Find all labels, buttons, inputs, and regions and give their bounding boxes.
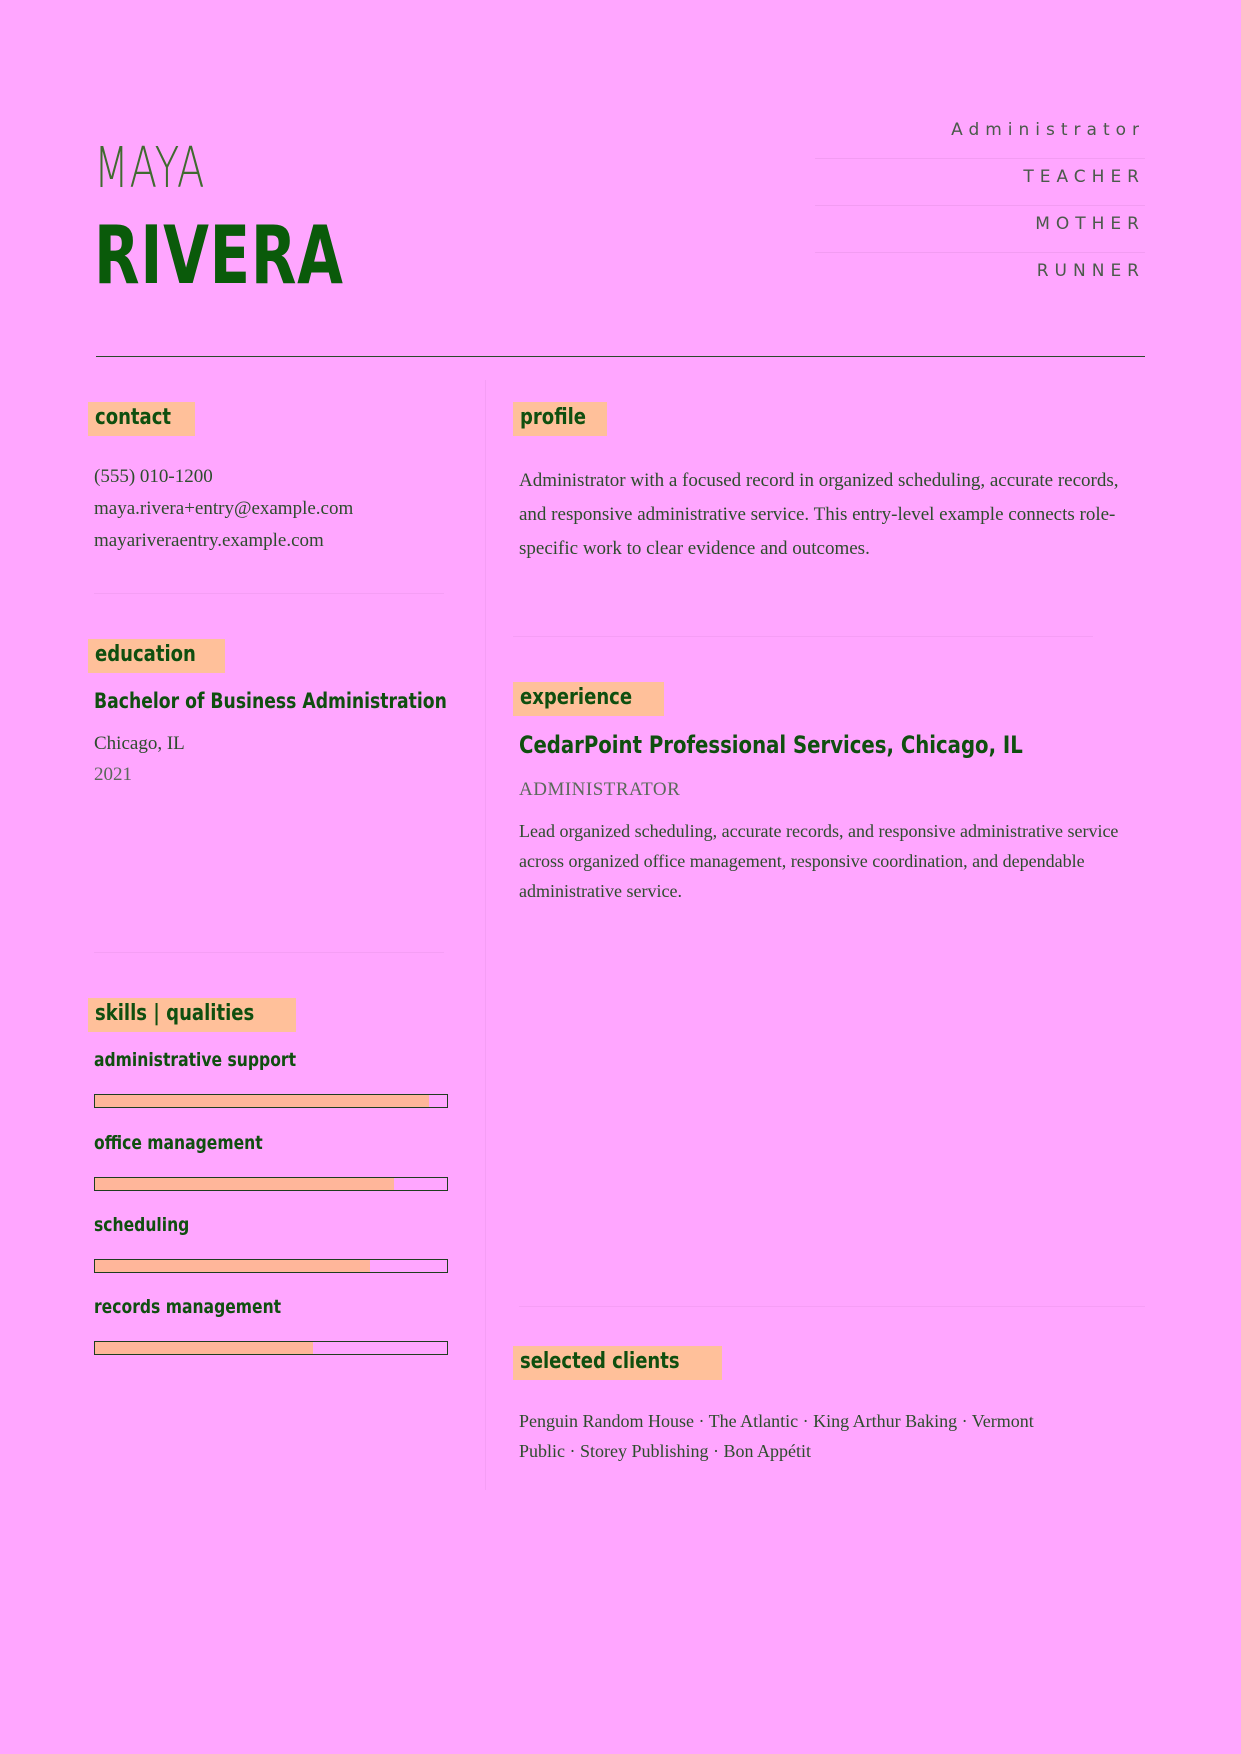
job-description: Lead organized scheduling, accurate records, and responsive administrative service across organized office management, responsive coordination, and dependable administrative service. [519, 821, 1119, 901]
profile-heading: profile [513, 402, 607, 436]
skill-name: scheduling [94, 1214, 190, 1236]
degree-title: Bachelor of Business Administration [94, 689, 447, 713]
skill-name: records management [94, 1296, 282, 1318]
first-name: MAYA [94, 136, 206, 201]
clients-heading: selected clients [513, 1346, 722, 1380]
email-address: maya.rivera+entry@example.com [94, 498, 354, 519]
role-runner: RUNNER [1036, 261, 1145, 281]
skills-heading: skills | qualities [88, 998, 296, 1032]
clients-list: Penguin Random House · The Atlantic · King Arthur Baking · Vermont Public · Storey Publishing · Bon Appétit [519, 1411, 1034, 1461]
skill-bar-fill [95, 1178, 394, 1190]
profile-text: Administrator with a focused record in organized scheduling, accurate records, and responsive administrative service. This entry-level example connects role-specific work to clear evidence and outcomes. [519, 470, 1119, 559]
roles-list [815, 112, 1145, 300]
role-mother: MOTHER [815, 206, 1145, 253]
education-separator [94, 952, 444, 953]
contact-details [94, 461, 353, 557]
profile-separator [513, 636, 1093, 637]
role-teacher: TEACHER [815, 159, 1145, 206]
skill-name: office management [94, 1132, 263, 1154]
skill-name: administrative support [94, 1049, 297, 1071]
skill-bar [94, 1341, 448, 1355]
skill-bar [94, 1177, 448, 1191]
contact-heading: contact [88, 402, 195, 436]
experience-separator [519, 1306, 1145, 1307]
skill-bar-fill [95, 1260, 370, 1272]
phone-number: (555) 010-1200 [94, 466, 213, 487]
skill-bar-fill [95, 1342, 313, 1354]
education-year: 2021 [94, 764, 132, 785]
clients-section [513, 1346, 722, 1380]
skill-bar [94, 1259, 448, 1273]
profile-section [513, 402, 607, 436]
skills-section [88, 998, 296, 1032]
skill-bar-fill [95, 1095, 429, 1107]
skill-bar [94, 1094, 448, 1108]
experience-heading: experience [513, 682, 664, 716]
header-divider [96, 356, 1145, 357]
education-location: Chicago, IL [94, 733, 185, 754]
column-divider [485, 380, 486, 1490]
contact-section [88, 402, 195, 436]
last-name: RIVERA [94, 209, 344, 302]
education-section [88, 639, 225, 673]
contact-separator [94, 593, 444, 594]
job-title: ADMINISTRATOR [519, 779, 681, 800]
education-heading: education [88, 639, 225, 673]
website-link[interactable]: mayariveraentry.example.com [94, 530, 324, 551]
role-administrator: Administrator [815, 112, 1145, 159]
experience-section [513, 682, 664, 716]
company-name: CedarPoint Professional Services, Chicago, IL [519, 731, 1023, 759]
